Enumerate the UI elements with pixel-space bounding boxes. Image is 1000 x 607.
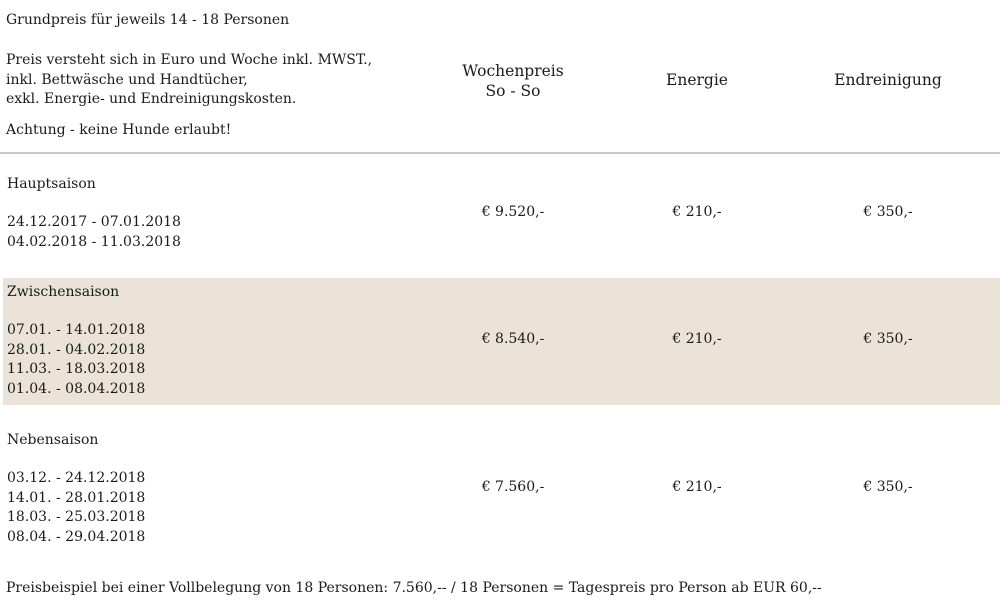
column-header-energy: Energie xyxy=(666,71,728,89)
cleaning-price-value: € 350,- xyxy=(863,479,913,495)
weekly-price-value: € 9.520,- xyxy=(481,204,545,220)
price-note-line: Preis versteht sich in Euro und Woche inkl. MWST., xyxy=(6,52,373,68)
energy-price-value: € 210,- xyxy=(672,204,722,220)
season-row-zwischensaison xyxy=(3,278,1000,405)
column-header-line: So - So xyxy=(485,82,541,100)
date-range: 24.12.2017 - 07.01.2018 xyxy=(7,214,181,230)
weekly-price-value: € 7.560,- xyxy=(481,479,545,495)
season-row-hauptsaison xyxy=(3,154,1000,278)
date-range: 01.04. - 08.04.2018 xyxy=(7,380,146,397)
column-header-final-cleaning: Endreinigung xyxy=(834,71,942,89)
date-range: 03.12. - 24.12.2018 xyxy=(7,470,146,486)
price-note-line: exkl. Energie- und Endreinigungskosten. xyxy=(6,91,297,107)
price-example-note: Preisbeispiel bei einer Vollbelegung von 18 Personen: 7.560,-- / 18 Personen = Tagespreis pro Person ab EUR 60,-- xyxy=(6,580,822,596)
cleaning-price-value: € 350,- xyxy=(863,204,913,220)
season-name: Hauptsaison xyxy=(7,176,96,192)
season-name: Zwischensaison xyxy=(7,284,120,300)
price-note-line: inkl. Bettwäsche und Handtücher, xyxy=(6,71,248,88)
season-dates xyxy=(7,321,145,399)
date-range: 28.01. - 04.02.2018 xyxy=(7,341,146,358)
column-header-line: Wochenpreis xyxy=(462,62,564,80)
energy-price-value: € 210,- xyxy=(672,331,722,347)
date-range: 08.04. - 29.04.2018 xyxy=(7,528,146,545)
season-dates xyxy=(7,213,181,252)
season-dates xyxy=(7,469,145,547)
date-range: 11.03. - 18.03.2018 xyxy=(7,361,146,377)
date-range: 04.02.2018 - 11.03.2018 xyxy=(7,233,181,250)
date-range: 14.01. - 28.01.2018 xyxy=(7,489,146,506)
no-dogs-warning: Achtung - keine Hunde erlaubt! xyxy=(6,122,232,138)
date-range: 18.03. - 25.03.2018 xyxy=(7,509,146,525)
cleaning-price-value: € 350,- xyxy=(863,331,913,347)
price-notes xyxy=(6,51,372,110)
season-row-nebensaison xyxy=(3,405,1000,565)
column-header-weekly-price xyxy=(438,61,588,101)
season-name: Nebensaison xyxy=(7,432,99,448)
date-range: 07.01. - 14.01.2018 xyxy=(7,322,146,338)
table-title: Grundpreis für jeweils 14 - 18 Personen xyxy=(6,12,290,28)
weekly-price-value: € 8.540,- xyxy=(481,331,545,347)
energy-price-value: € 210,- xyxy=(672,479,722,495)
